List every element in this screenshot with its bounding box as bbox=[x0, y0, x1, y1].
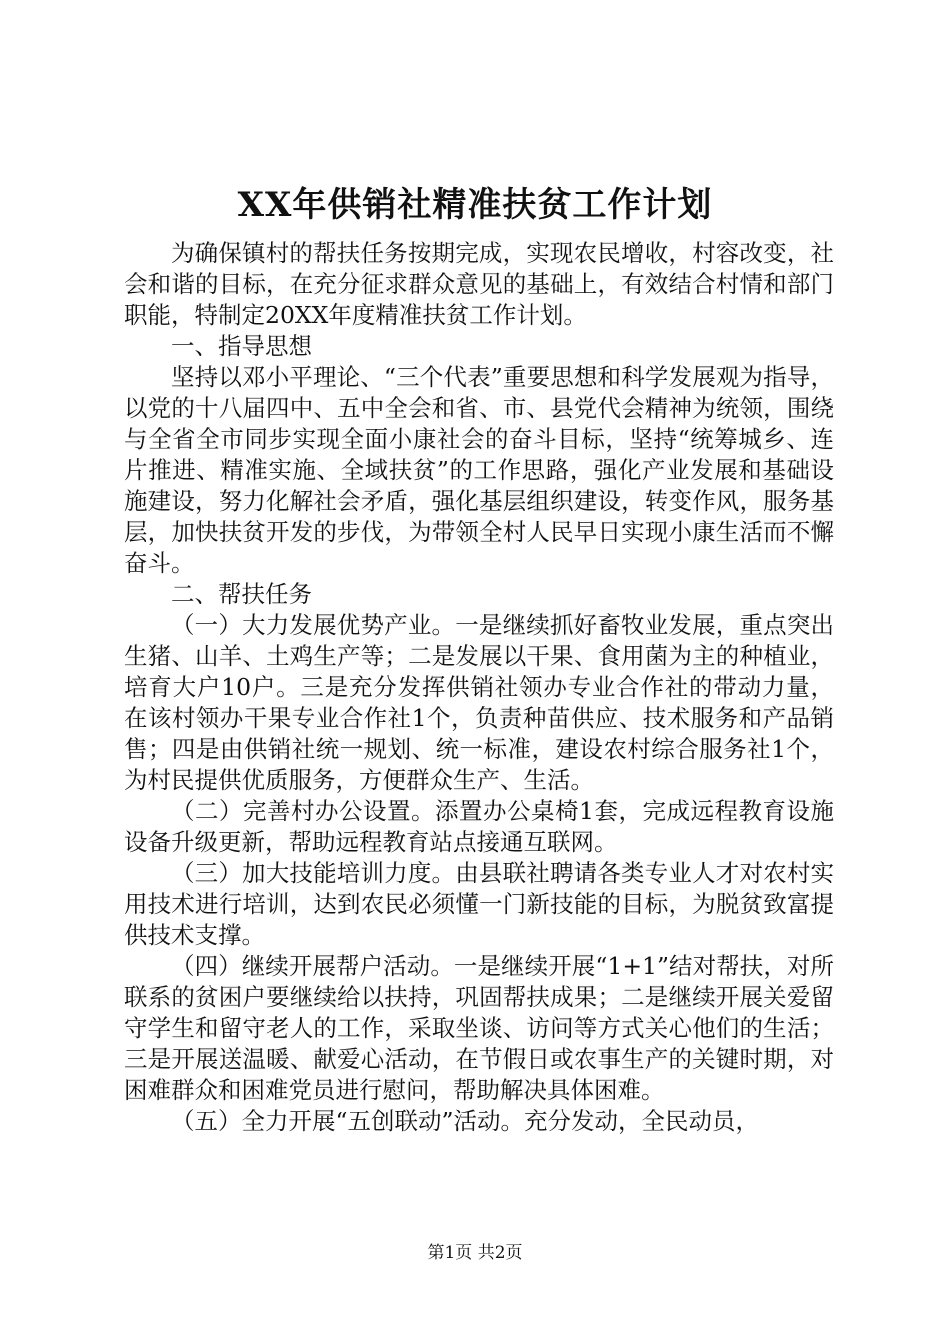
document-title: XX年供销社精准扶贫工作计划 bbox=[237, 185, 713, 225]
heading-assistance-tasks: 二、帮扶任务 bbox=[171, 580, 312, 608]
paragraph-task-2: （二）完善村办公设置。添置办公桌椅1套，完成远程教育设施设备升级更新，帮助远程教育站点接通互联网。 bbox=[124, 797, 834, 856]
paragraph-task-4: （四）继续开展帮户活动。一是继续开展“1+1”结对帮扶，对所联系的贫困户要继续给以扶持，巩固帮扶成果；二是继续开展关爱留守学生和留守老人的工作，采取坐谈、访问等方式关心他们的生活；三是开展送温暖、献爱心活动，在节假日或农事生产的关键时期，对困难群众和困难党员进行慰问，帮助解决具体困难。 bbox=[124, 952, 834, 1104]
heading-guiding-ideology: 一、指导思想 bbox=[171, 332, 312, 360]
paragraph-guiding-ideology: 坚持以邓小平理论、“三个代表”重要思想和科学发展观为指导，以党的十八届四中、五中全会和省、市、县党代会精神为统领，围绕与全省全市同步实现全面小康社会的奋斗目标，坚持“统筹城乡、连片推进、精准实施、全域扶贫”的工作思路，强化产业发展和基础设施建设，努力化解社会矛盾，强化基层组织建设，转变作风，服务基层，加快扶贫开发的步伐，为带领全村人民早日实现小康生活而不懈奋斗。 bbox=[124, 363, 834, 577]
paragraph-task-1: （一）大力发展优势产业。一是继续抓好畜牧业发展，重点突出生猪、山羊、土鸡生产等；二是发展以干果、食用菌为主的种植业，培育大户10户。三是充分发挥供销社领办专业合作社的带动力量，在该村领办干果专业合作社1个，负责种苗供应、技术服务和产品销售；四是由供销社统一规划、统一标准，建设农村综合服务社1个，为村民提供优质服务，方便群众生产、生活。 bbox=[124, 611, 834, 794]
paragraph-task-5: （五）全力开展“五创联动”活动。充分发动，全民动员， bbox=[171, 1107, 760, 1135]
paragraph-task-3: （三）加大技能培训力度。由县联社聘请各类专业人才对农村实用技术进行培训，达到农民必须懂一门新技能的目标，为脱贫致富提供技术支撑。 bbox=[124, 859, 834, 949]
page-number-footer: 第1页 共2页 bbox=[427, 1243, 523, 1263]
document-body bbox=[124, 238, 834, 1137]
paragraph-intro: 为确保镇村的帮扶任务按期完成，实现农民增收，村容改变，社会和谐的目标，在充分征求群众意见的基础上，有效结合村情和部门职能，特制定20XX年度精准扶贫工作计划。 bbox=[124, 239, 834, 329]
